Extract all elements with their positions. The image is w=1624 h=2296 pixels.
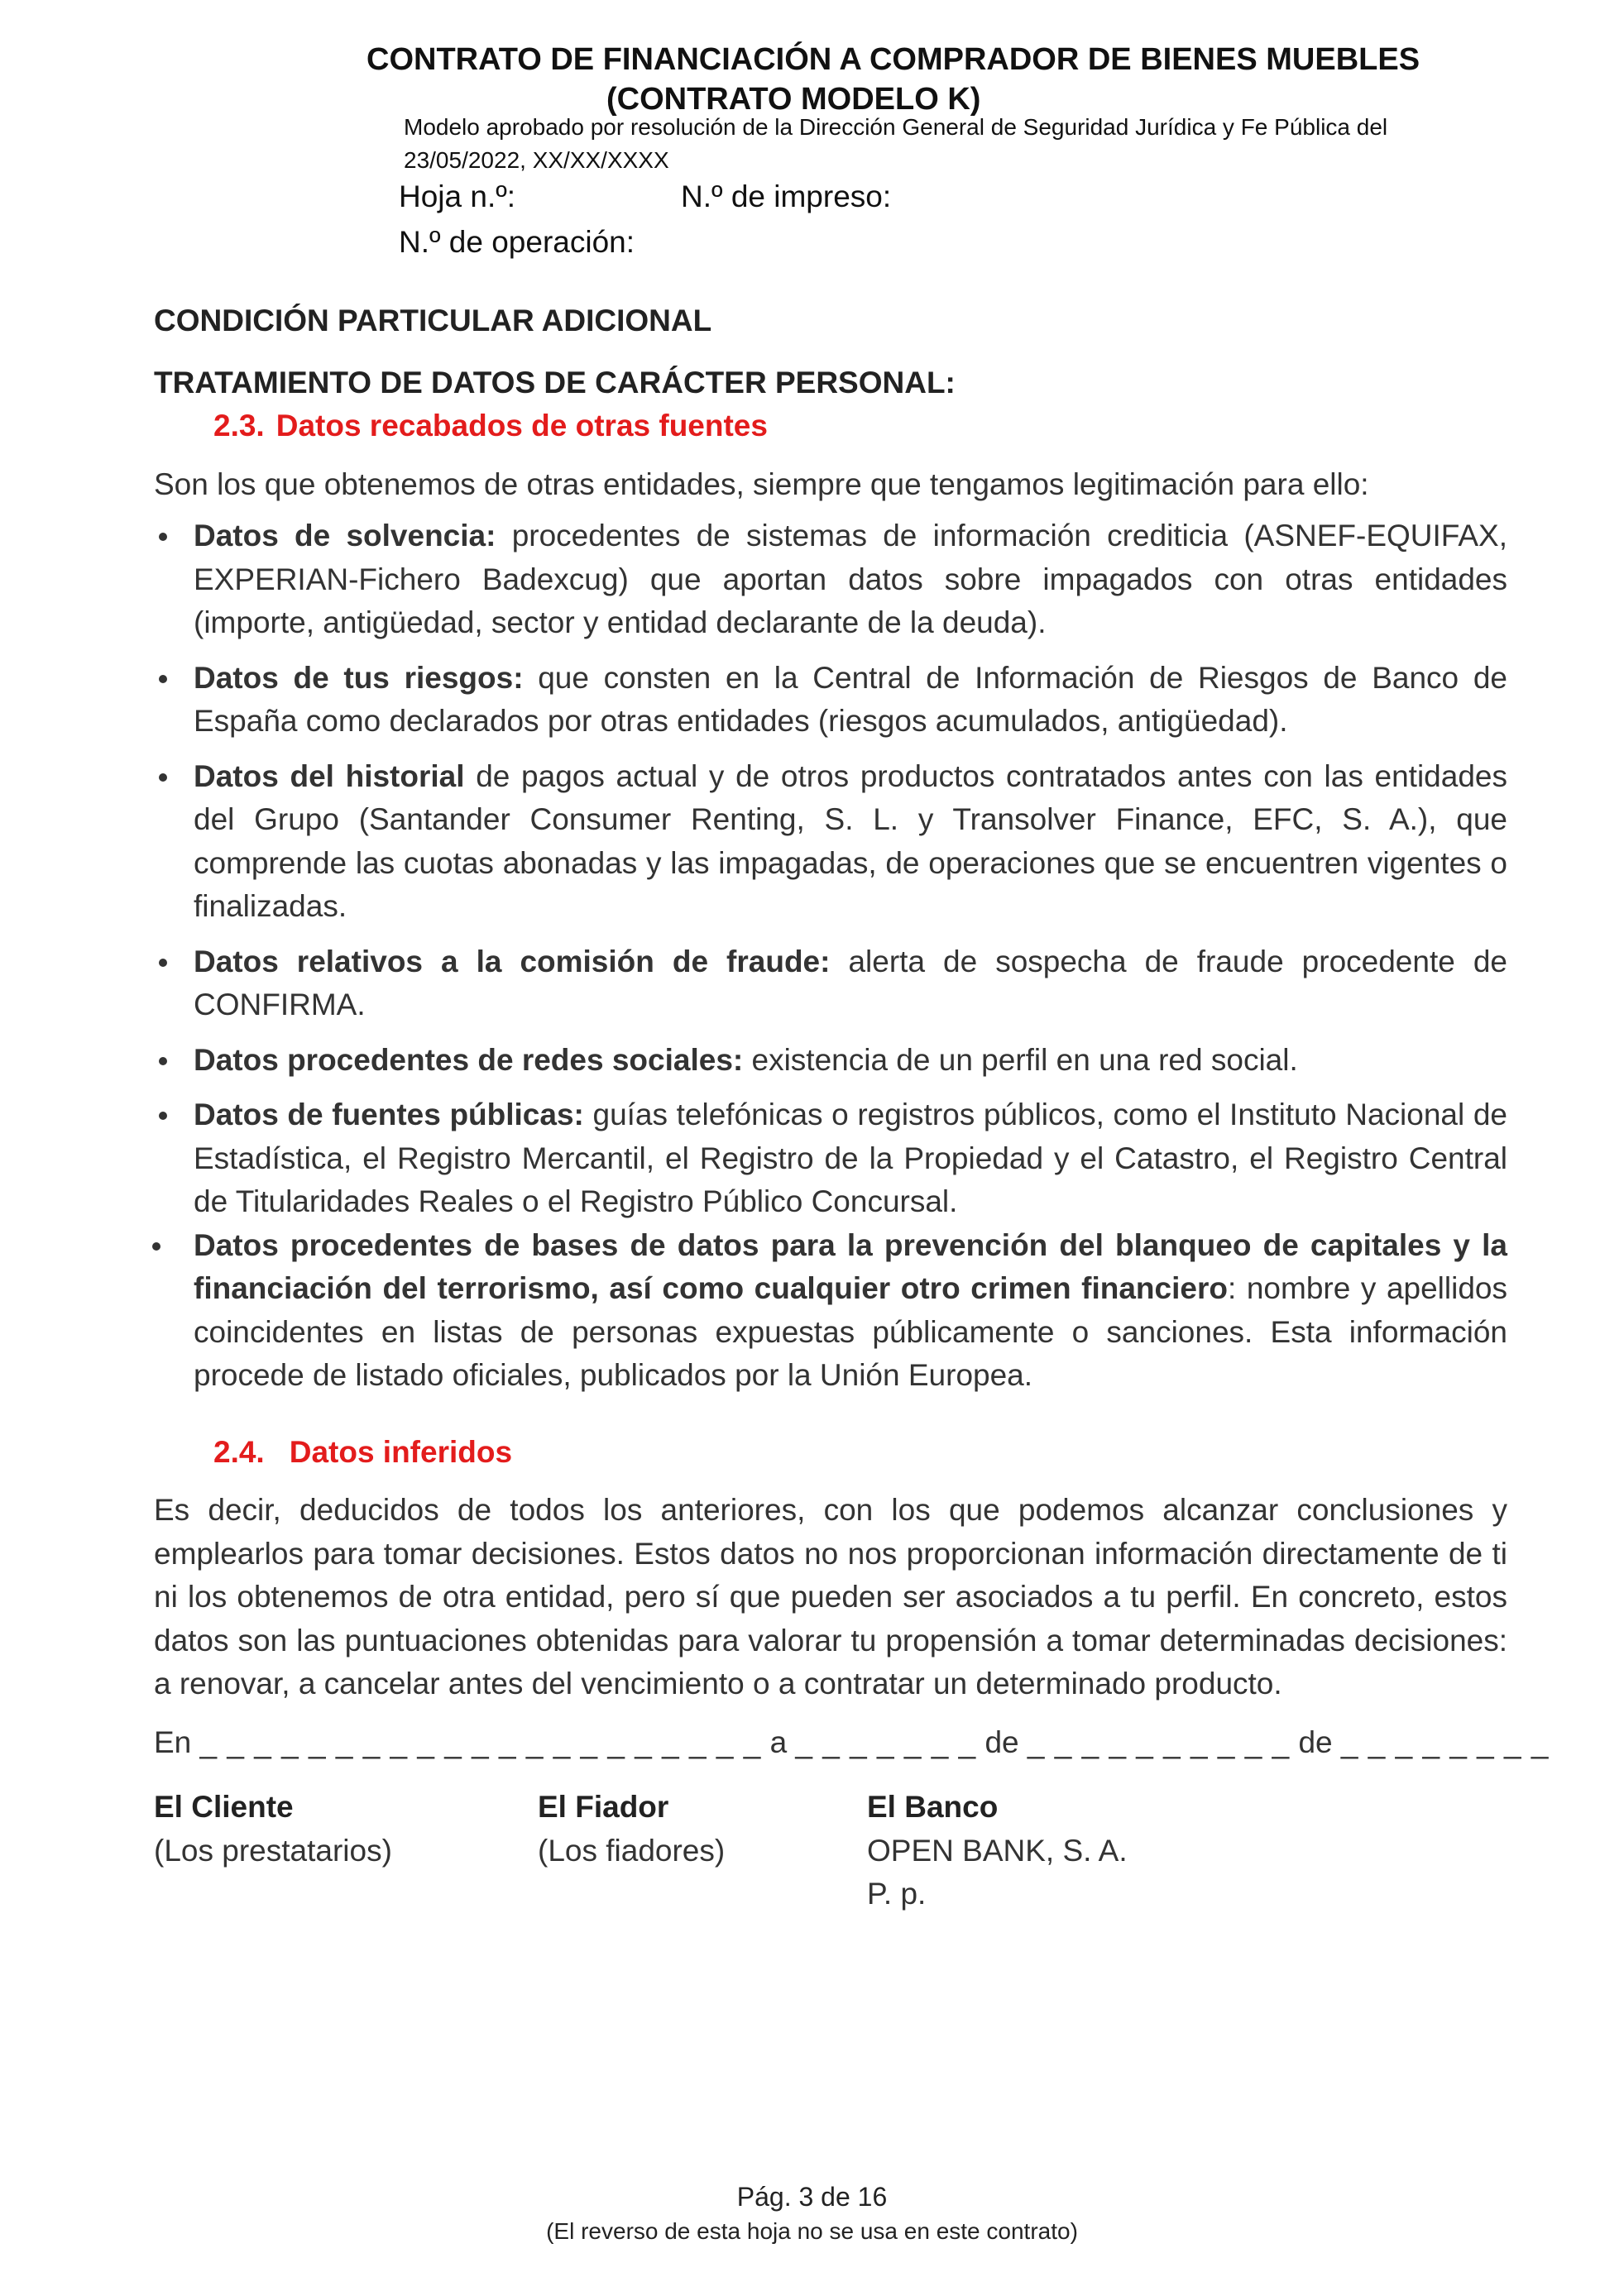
list-item xyxy=(154,1039,1507,1083)
bullet-icon xyxy=(159,959,167,967)
sheet-number-label: Hoja n.º: xyxy=(399,179,516,213)
year-blank: _ _ _ _ _ _ _ _ xyxy=(1340,1724,1550,1759)
bullet-icon xyxy=(152,1242,160,1251)
section-2-3-number: 2.3. xyxy=(213,409,265,442)
list-item-text: de pagos actual y de otros productos contratados antes con las entidades del Grupo (Santander Consumer Renting, S. L. y Transolver Finance, EFC, S. A.), que comprende las cuotas abonadas y las impagadas, de operaciones que se encuentren vigentes o finalizadas. xyxy=(194,758,1507,923)
list-item-text: alerta de sospecha de fraude procedente de CONFIRMA. xyxy=(194,944,1507,1021)
list-item xyxy=(154,1224,1507,1398)
section-2-3-heading xyxy=(213,404,1507,448)
list-item-term: Datos procedentes de redes sociales: xyxy=(194,1042,744,1077)
list-item-term: Datos del historial xyxy=(194,758,465,793)
section-subheading: TRATAMIENTO DE DATOS DE CARÁCTER PERSONAL: xyxy=(154,365,956,399)
document-body xyxy=(154,299,1550,1935)
bank-title: El Banco xyxy=(867,1790,999,1824)
list-item-text: guías telefónicas o registros públicos, como el Instituto Nacional de Estadística, el Registro Mercantil, el Registro de la Propiedad y el Catastro, el Registro Central de Titularidades Reales o el Registro Público Concursal. xyxy=(194,1098,1508,1218)
list-item-term: Datos relativos a la comisión de fraude: xyxy=(194,944,831,978)
operation-number-label: N.º de operación: xyxy=(399,225,635,259)
approval-line-1: Modelo aprobado por resolución de la Dirección General de Seguridad Jurídica y Fe Pública del xyxy=(404,114,1388,140)
client-subtitle: (Los prestatarios) xyxy=(154,1833,392,1868)
guarantor-subtitle: (Los fiadores) xyxy=(538,1833,726,1868)
bank-name: OPEN BANK, S. A. xyxy=(867,1833,1128,1868)
bank-pp: P. p. xyxy=(867,1877,927,1911)
signature-block xyxy=(154,1786,1507,1935)
guarantor-title: El Fiador xyxy=(538,1790,669,1824)
list-item xyxy=(154,1093,1507,1224)
guarantor-signature xyxy=(538,1786,725,1873)
title-line-1: CONTRATO DE FINANCIACIÓN A COMPRADOR DE BIENES MUEBLES xyxy=(366,42,1420,77)
list-item-text: existencia de un perfil en una red social. xyxy=(743,1042,1298,1077)
approval-note xyxy=(404,111,1479,177)
reverse-note: (El reverso de esta hoja no se usa en este contrato) xyxy=(546,2218,1078,2244)
day-blank: _ _ _ _ _ _ _ xyxy=(795,1724,977,1759)
month-blank: _ _ _ _ _ _ _ _ _ _ xyxy=(1027,1724,1291,1759)
section-2-4-body: Es decir, deducidos de todos los anteriores, con los que podemos alcanzar conclusiones y emplearlos para tomar decisiones. Estos datos no nos proporcionan información directamente de ti ni los obtenemos de otra entidad, pero sí que pueden ser asociados a tu perfil. En concreto, estos datos son las puntuaciones obtenidas para valorar tu propensión a tomar determinadas decisiones: a renovar, a cancelar antes del vencimiento o a contratar un determinado producto. xyxy=(154,1493,1507,1700)
section-heading: CONDICIÓN PARTICULAR ADICIONAL xyxy=(154,304,712,337)
sheet-row xyxy=(399,174,891,219)
list-item-text: que consten en la Central de Información de Riesgos de Banco de España como declarados por otras entidades (riesgos acumulados, antigüedad). xyxy=(194,660,1507,738)
list-item-term: Datos de solvencia: xyxy=(194,519,496,552)
bullet-icon xyxy=(159,1112,167,1120)
contract-title xyxy=(366,40,1420,119)
list-item-term: Datos de tus riesgos: xyxy=(194,660,524,695)
print-number-label: N.º de impreso: xyxy=(681,179,892,213)
client-title: El Cliente xyxy=(154,1790,294,1824)
title-line-2: (CONTRATO MODELO K) xyxy=(606,82,981,117)
day-label: a xyxy=(769,1724,788,1759)
section-2-3-title: Datos recabados de otras fuentes xyxy=(275,409,768,442)
list-item xyxy=(154,755,1507,929)
list-item xyxy=(154,940,1507,1027)
bullet-icon xyxy=(159,1057,167,1065)
page-footer xyxy=(0,2179,1624,2248)
header-fields xyxy=(399,174,891,265)
section-2-4-number: 2.4. xyxy=(213,1434,265,1469)
bullet-icon xyxy=(159,773,167,782)
place-date-line xyxy=(154,1721,1550,1765)
list-item-term: Datos de fuentes públicas: xyxy=(194,1098,584,1131)
bullet-icon xyxy=(159,533,167,541)
month-label: de xyxy=(984,1724,1019,1759)
place-blank: _ _ _ _ _ _ _ _ _ _ _ _ _ _ _ _ _ _ _ _ _ xyxy=(199,1724,762,1759)
section-2-4-title: Datos inferidos xyxy=(289,1434,513,1469)
other-sources-list xyxy=(154,514,1507,1398)
client-signature xyxy=(154,1786,392,1873)
bullet-icon xyxy=(159,675,167,683)
list-item-text: procedentes de sistemas de información crediticia (ASNEF-EQUIFAX, EXPERIAN-Fichero Badexcug) que aportan datos sobre impagados con otras entidades (importe, antigüedad, sector y entidad declarante de la deuda). xyxy=(194,519,1508,639)
section-2-3-intro: Son los que obtenemos de otras entidades, siempre que tengamos legitimación para ello: xyxy=(154,466,1369,501)
year-label: de xyxy=(1298,1724,1333,1759)
approval-line-2: 23/05/2022, XX/XX/XXXX xyxy=(404,147,669,173)
list-item xyxy=(154,657,1507,744)
page-number: Pág. 3 de 16 xyxy=(736,2182,888,2212)
list-item xyxy=(154,514,1507,645)
list-item-text: : nombre y apellidos coincidentes en listas de personas expuestas públicamente o sanciones. Esta información procede de listado oficiales, publicados por la Unión Europea. xyxy=(194,1271,1508,1392)
bank-signature xyxy=(867,1786,1128,1916)
place-label: En xyxy=(154,1724,192,1759)
section-2-4-heading xyxy=(213,1431,1507,1475)
list-item-term: Datos procedentes de bases de datos para la prevención del blanqueo de capitales y la financiación del terrorismo, así como cualquier otro crimen financiero xyxy=(194,1227,1507,1305)
